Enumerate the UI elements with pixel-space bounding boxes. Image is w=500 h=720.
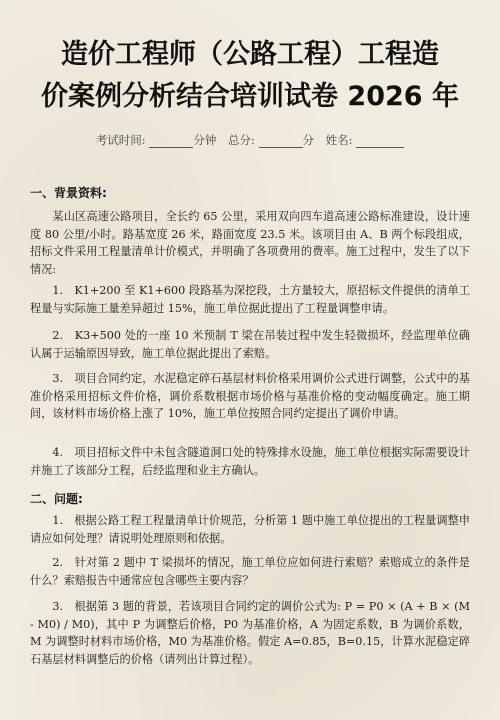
name-label: 姓名: bbox=[325, 133, 353, 147]
score-blank[interactable] bbox=[259, 133, 303, 148]
time-blank[interactable] bbox=[149, 133, 193, 148]
background-item-1: 1. K1+200 至 K1+600 段路基为深挖段，土方量较大，原招标文件提供的清单工程量与实际施工量差异超过 15%，施工单位据此提出了工程量调整申请。 bbox=[30, 284, 470, 315]
score-label: 总分: bbox=[227, 133, 255, 147]
section-heading-questions: 二、问题: bbox=[30, 492, 83, 506]
background-item-4: 4. 项目招标文件中未包含隧道洞口处的特殊排水设施，施工单位根据实际需要设计并施工了该部分工程，后经监理和业主方确认。 bbox=[30, 446, 470, 477]
exam-title bbox=[0, 34, 500, 118]
title-line-2: 价案例分析结合培训试卷 2026 年 bbox=[41, 81, 459, 112]
question-item-3: 3. 根据第 3 题的背景，若该项目合同约定的调价公式为: P = P0 × (A + B × (M - M0) / M0)，其中 P 为调整后价格，P0 为基准价格，A 为固定系数，B 为调价系数，M 为调整时材料市场价格，M0 为基准价格。假定 A=0.85，B=0.15，计算水泥稳定碎石基层材料调整后的价格（请列出计算过程）。 bbox=[30, 600, 470, 666]
exam-info-row bbox=[0, 132, 500, 148]
time-label: 考试时间: bbox=[95, 133, 146, 147]
question-item-1: 1. 根据公路工程工程量清单计价规范，分析第 1 题中施工单位提出的工程量调整申请应如何处理？请说明处理原则和依据。 bbox=[30, 514, 470, 545]
name-blank[interactable] bbox=[356, 133, 404, 148]
title-line-1: 造价工程师（公路工程）工程造 bbox=[61, 39, 439, 70]
background-item-2: 2. K3+500 处的一座 10 米预制 T 梁在吊装过程中发生轻微损坏，经监理单位确认属于运输原因导致，施工单位据此提出了索赔。 bbox=[30, 329, 470, 360]
background-intro: 某山区高速公路项目，全长约 65 公里，采用双向四车道高速公路标准建设，设计速度 80 公里/小时。路基宽度 26 米，路面宽度 23.5 米。该项目由 A、B 两个标段组成，招标文件采用工程量清单计价模式，并明确了各项费用的费率。施工过程中，发生了以下情况: bbox=[30, 210, 470, 276]
section-heading-background: 一、背景资料: bbox=[30, 186, 107, 200]
question-item-2: 2. 针对第 2 题中 T 梁损坏的情况，施工单位应如何进行索赔？索赔成立的条件是什么？索赔报告中通常应包含哪些主要内容？ bbox=[30, 556, 470, 587]
background-item-3: 3. 项目合同约定，水泥稳定碎石基层材料价格采用调价公式进行调整，公式中的基准价格采用招标文件价格，调价系数根据市场价格与基准价格的变动幅度确定。施工期间，该材料市场价格上涨了 10%，施工单位按照合同约定提出了调价申请。 bbox=[30, 372, 470, 420]
score-unit: 分 bbox=[302, 133, 315, 147]
time-unit: 分钟 bbox=[193, 133, 217, 147]
